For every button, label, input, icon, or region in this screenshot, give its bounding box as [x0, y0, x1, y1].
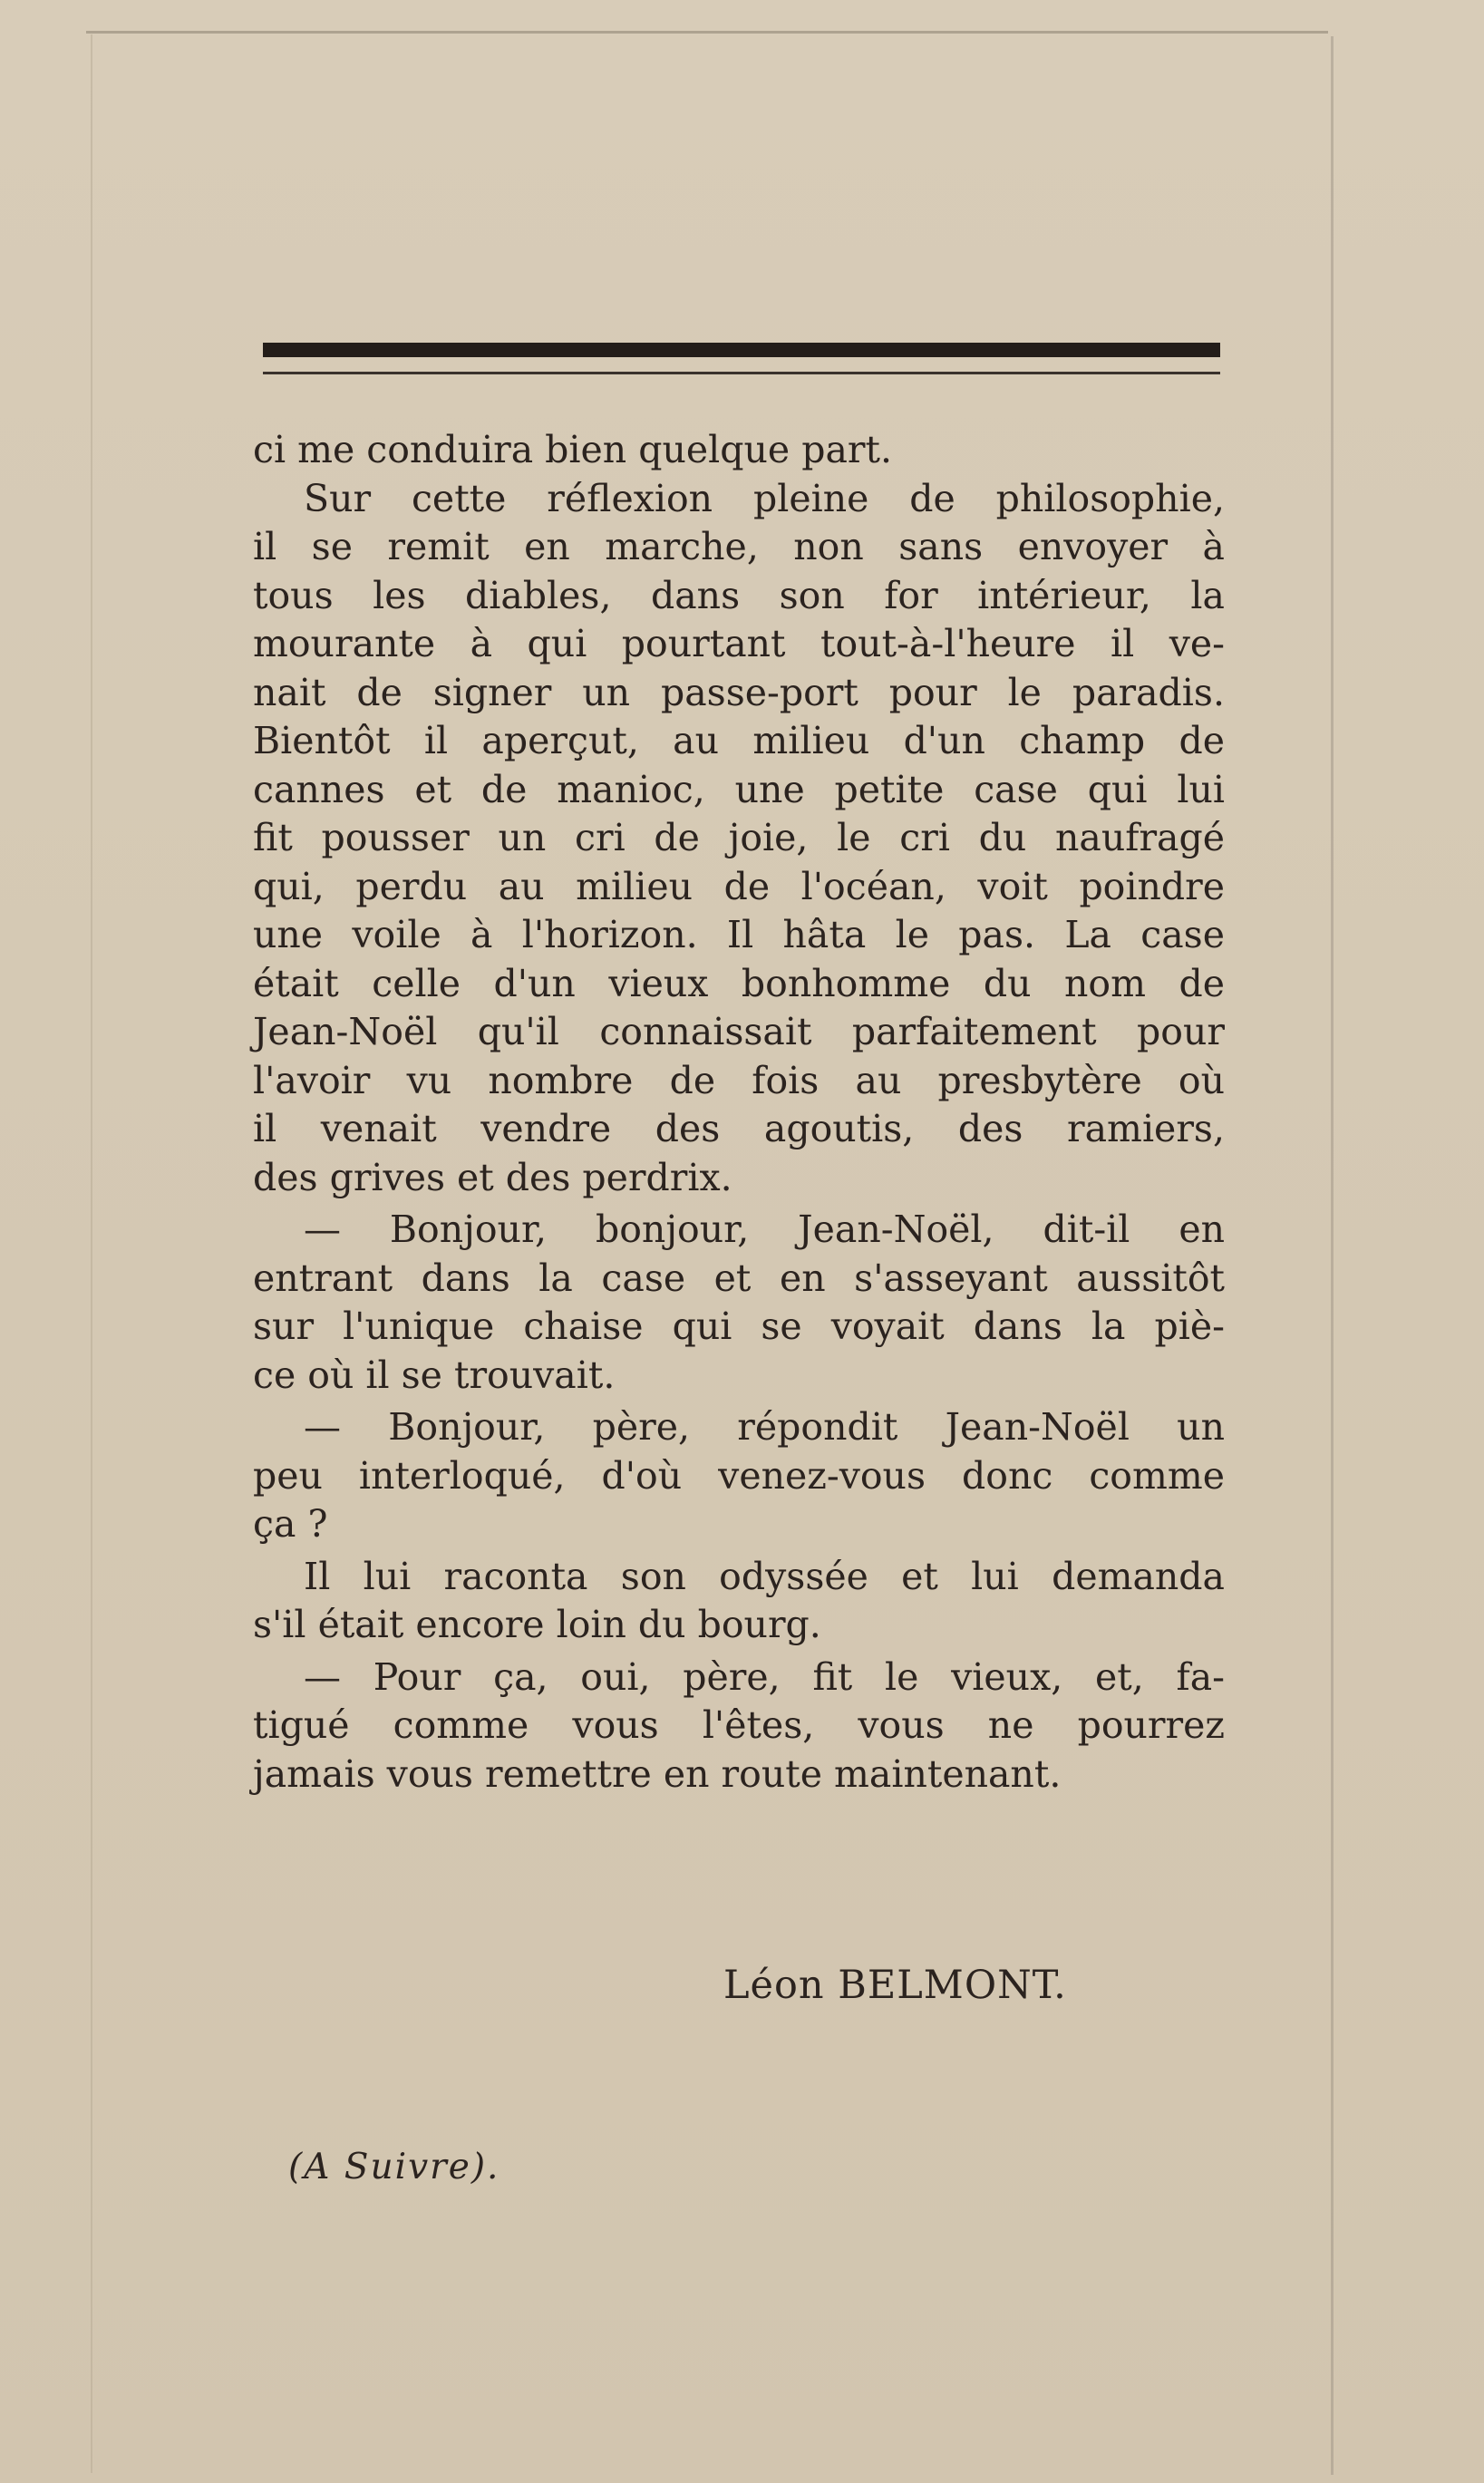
- text-line: une voile à l'horizon. Il hâta le pas. La case: [253, 913, 1225, 956]
- text-line: des grives et des perdrix.: [253, 1155, 732, 1199]
- text-line: — Pour ça, oui, père, fit le vieux, et, fa-: [304, 1654, 1225, 1699]
- text-line: Jean-Noël qu'il connaissait parfaitement pour: [253, 1010, 1225, 1053]
- text-line: Bientôt il aperçut, au milieu d'un champ de: [253, 719, 1225, 762]
- text-line: ci me conduira bien quelque part.: [253, 428, 893, 471]
- text-line: était celle d'un vieux bonhomme du nom de: [253, 961, 1225, 1005]
- text-line: l'avoir vu nombre de fois au presbytère où: [253, 1058, 1225, 1102]
- paragraph: [253, 1654, 1225, 1799]
- author-signature: Léon BELMONT.: [723, 1963, 1067, 2008]
- text-line: Il lui raconta son odyssée et lui demanda: [304, 1554, 1225, 1598]
- text-line: peu interloqué, d'où venez-vous donc comme: [253, 1453, 1225, 1498]
- scan-edge-top: [86, 31, 1328, 34]
- article-body: [253, 426, 1225, 1799]
- text-line: fit pousser un cri de joie, le cri du naufragé: [253, 816, 1225, 859]
- text-line: il se remit en marche, non sans envoyer à: [253, 525, 1225, 568]
- paragraph: [253, 1553, 1225, 1650]
- paragraph: [253, 475, 1225, 1203]
- text-line: cannes et de manioc, une petite case qui lui: [253, 767, 1225, 811]
- text-line: tous les diables, dans son for intérieur, la: [253, 573, 1225, 617]
- text-line: qui, perdu au milieu de l'océan, voit poindre: [253, 864, 1225, 908]
- paragraph: [253, 426, 1225, 475]
- text-line: ça ?: [253, 1502, 328, 1546]
- scan-edge-left: [91, 34, 92, 2473]
- text-line: sur l'unique chaise qui se voyait dans la piè-: [253, 1305, 1225, 1348]
- to-be-continued-note: (A Suivre).: [288, 2147, 500, 2187]
- header-rule-thin: [263, 372, 1220, 374]
- header-rule-thick: [263, 343, 1220, 357]
- paragraph: [253, 1206, 1225, 1400]
- text-line: — Bonjour, bonjour, Jean-Noël, dit-il en: [304, 1208, 1225, 1251]
- paragraph: [253, 1403, 1225, 1549]
- text-line: — Bonjour, père, répondit Jean-Noël un: [304, 1405, 1225, 1449]
- text-line: s'il était encore loin du bourg.: [253, 1603, 821, 1646]
- text-line: tigué comme vous l'êtes, vous ne pourrez: [253, 1703, 1225, 1747]
- text-line: ce où il se trouvait.: [253, 1353, 616, 1397]
- text-line: nait de signer un passe-port pour le paradis.: [253, 670, 1225, 714]
- scan-edge-right: [1331, 36, 1334, 2475]
- text-line: entrant dans la case et en s'asseyant aussitôt: [253, 1256, 1225, 1300]
- text-line: mourante à qui pourtant tout-à-l'heure il ve-: [253, 622, 1225, 665]
- text-line: il venait vendre des agoutis, des ramiers,: [253, 1107, 1225, 1150]
- text-line: jamais vous remettre en route maintenant.: [253, 1751, 1062, 1796]
- text-line: Sur cette réflexion pleine de philosophie,: [304, 476, 1225, 520]
